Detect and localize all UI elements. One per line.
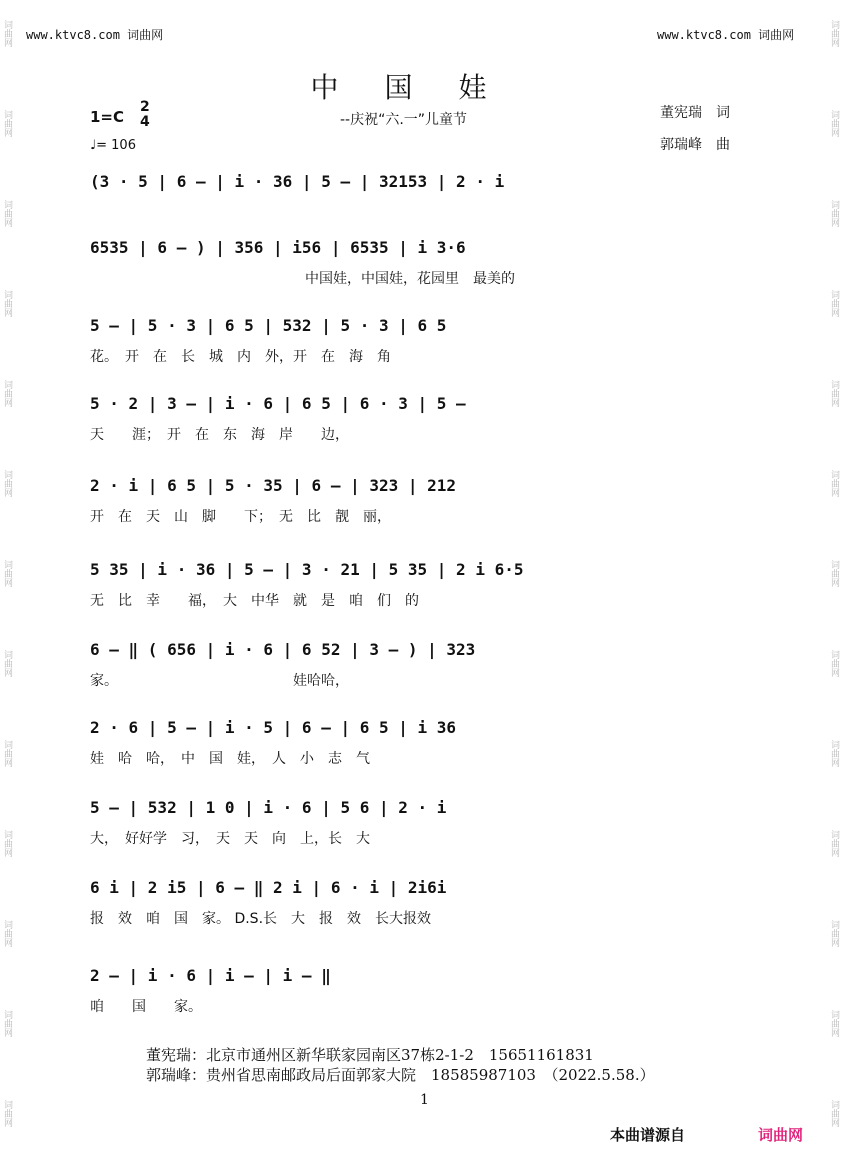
watermark-text: 词曲网: [2, 200, 12, 227]
notation-line: 5 35 | i · 36 | 5 – | 3 · 21 | 5 35 | 2 i 6·5: [90, 560, 524, 579]
watermark-text: 词曲网: [829, 650, 839, 677]
watermark-text: 词曲网: [2, 650, 12, 677]
notation-line: 5 · 2 | 3 – | i · 6 | 6 5 | 6 · 3 | 5 –: [90, 394, 466, 413]
score-row-10: [0, 878, 843, 962]
lyric-line: 报 效 咱 国 家。 D.S.长 大 报 效 长大报效: [90, 911, 432, 927]
lyric-line: 无 比 幸 福， 大 中华 就 是 咱 们 的: [90, 593, 419, 609]
score-row-6: [0, 560, 843, 644]
watermark-text: 词曲网: [829, 200, 839, 227]
notation-line: 2 · 6 | 5 – | i · 5 | 6 – | 6 5 | i 36: [90, 718, 457, 737]
watermark-text: 词曲网: [829, 110, 839, 137]
notation-line: 6535 | 6 – ) | 356 | i56 | 6535 | i 3·6: [90, 238, 466, 257]
watermark-text: 词曲网: [2, 830, 12, 857]
key-signature: 1=C: [90, 108, 125, 126]
score-row-2: [0, 238, 843, 322]
lyric-line: 家。 娃哈哈，: [90, 673, 349, 689]
lyricist-credit: 董宪瑞 词: [660, 105, 730, 121]
watermark-text: 词曲网: [829, 830, 839, 857]
time-signature: [140, 100, 150, 130]
watermark-text: 词曲网: [2, 380, 12, 407]
score-row-3: [0, 316, 843, 400]
score-row-7: [0, 640, 843, 724]
watermark-text: 词曲网: [829, 740, 839, 767]
contact-line-1: 董宪瑞：北京市通州区新华联家园南区37栋2-1-2 15651161831: [146, 1046, 594, 1064]
watermark-text: 词曲网: [2, 20, 12, 47]
watermark-text: 词曲网: [829, 380, 839, 407]
score-row-9: [0, 798, 843, 882]
watermark-text: 词曲网: [829, 20, 839, 47]
watermark-text: 词曲网: [829, 1010, 839, 1037]
time-signature-top: 2: [140, 99, 150, 115]
notation-line: (3 · 5 | 6 – | i · 36 | 5 – | 32153 | 2 · i: [90, 172, 505, 191]
contact-line-2: 郭瑞峰：贵州省思南邮政局后面郭家大院 18585987103 （2022.5.58.）: [146, 1066, 655, 1084]
notation-line: 6 i | 2 i5 | 6 – ‖ 2 i | 6 · i | 2i6i: [90, 878, 447, 897]
song-title: 中国娃: [310, 71, 533, 104]
watermark-text: 词曲网: [2, 290, 12, 317]
watermark-text: 词曲网: [829, 1100, 839, 1127]
composer-credit: 郭瑞峰 曲: [660, 137, 730, 153]
tempo-marking: ♩= 106: [90, 138, 136, 153]
watermark-text: 词曲网: [2, 1010, 12, 1037]
lyric-line: 中国娃，中国娃，花园里 最美的: [305, 271, 515, 287]
watermark-text: 词曲网: [829, 560, 839, 587]
notation-line: 6 – ‖ ( 656 | i · 6 | 6 52 | 3 – ) | 323: [90, 640, 476, 659]
notation-line: 2 – | i · 6 | i – | i – ‖: [90, 966, 331, 985]
watermark-text: 词曲网: [2, 740, 12, 767]
lyric-line: 咱 国 家。: [90, 999, 202, 1015]
header-site-left: www.ktvc8.com 词曲网: [26, 28, 164, 42]
source-label: 本曲谱源自: [610, 1126, 686, 1144]
score-row-8: [0, 718, 843, 802]
watermark-text: 词曲网: [2, 470, 12, 497]
watermark-text: 词曲网: [2, 110, 12, 137]
score-row-11: [0, 966, 843, 1050]
header-site-right: www.ktvc8.com 词曲网: [657, 28, 795, 42]
watermark-text: 词曲网: [2, 1100, 12, 1127]
lyric-line: 开 在 天 山 脚 下； 无 比 靓 丽，: [90, 509, 391, 525]
song-subtitle: --庆祝“六.一”儿童节: [340, 112, 468, 128]
notation-line: 2 · i | 6 5 | 5 · 35 | 6 – | 323 | 212: [90, 476, 457, 495]
watermark-text: 词曲网: [829, 290, 839, 317]
lyric-line: 花。 开 在 长 城 内 外，开 在 海 角: [90, 349, 391, 365]
watermark-text: 词曲网: [2, 560, 12, 587]
score-row-4: [0, 394, 843, 478]
lyric-line: 大， 好好学 习， 天 天 向 上，长 大: [90, 831, 370, 847]
watermark-text: 词曲网: [829, 920, 839, 947]
score-row-5: [0, 476, 843, 560]
notation-line: 5 – | 532 | 1 0 | i · 6 | 5 6 | 2 · i: [90, 798, 447, 817]
time-signature-bottom: 4: [140, 114, 150, 130]
watermark-text: 词曲网: [2, 920, 12, 947]
page-number: 1: [420, 1092, 429, 1108]
notation-line: 5 – | 5 · 3 | 6 5 | 532 | 5 · 3 | 6 5: [90, 316, 447, 335]
source-brand-link[interactable]: 词曲网: [758, 1126, 804, 1144]
lyric-line: 娃 哈 哈， 中 国 娃， 人 小 志 气: [90, 751, 370, 767]
watermark-text: 词曲网: [829, 470, 839, 497]
lyric-line: 天 涯； 开 在 东 海 岸 边，: [90, 427, 349, 443]
